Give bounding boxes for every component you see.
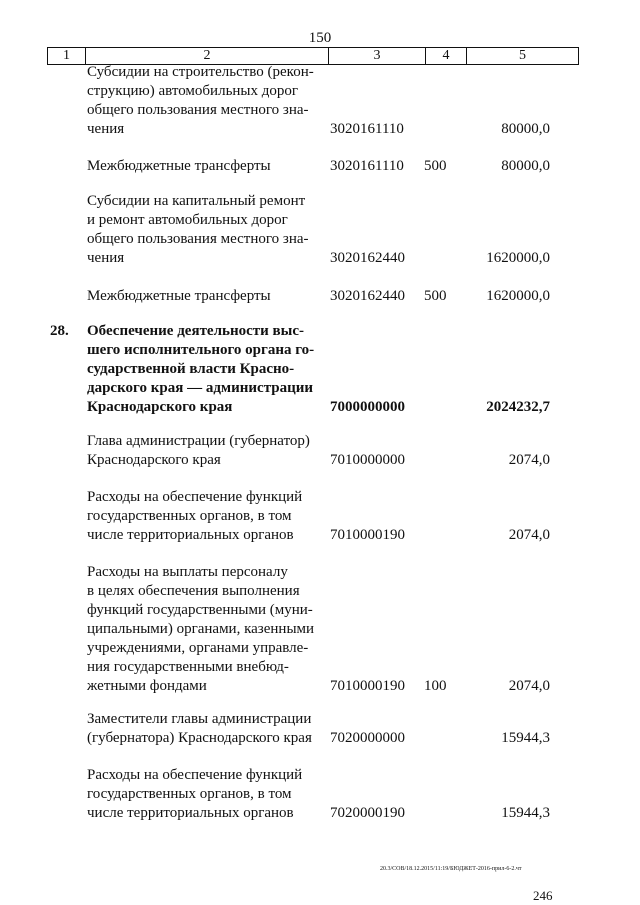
row-amount: 80000,0	[501, 158, 550, 174]
description-line: числе территориальных органов	[87, 805, 294, 821]
row-description	[87, 322, 317, 417]
row-description	[87, 192, 317, 268]
header-col-1: 1	[48, 48, 86, 64]
description-line: ния государственными внебюд-	[87, 659, 289, 675]
row-description	[87, 287, 317, 306]
row-code: 7010000190	[330, 678, 405, 694]
row-description	[87, 766, 317, 823]
row-description	[87, 157, 317, 176]
description-line: Субсидии на строительство (рекон-	[87, 64, 314, 80]
row-description	[87, 563, 317, 696]
row-amount: 2074,0	[508, 452, 550, 468]
row-code: 7020000190	[330, 805, 405, 821]
row-code: 7020000000	[330, 730, 405, 746]
row-amount: 2074,0	[508, 678, 550, 694]
row-amount: 15944,3	[501, 805, 550, 821]
row-number: 28.	[50, 323, 69, 339]
footer-code: 20.3/СОВ/18.12.2015/11:19/БЮДЖЕТ-2016-прил-6-2.чт	[380, 866, 522, 872]
description-line: государственных органов, в том	[87, 786, 292, 802]
description-line: и ремонт автомобильных дорог	[87, 212, 288, 228]
header-col-4: 4	[426, 48, 467, 64]
row-code: 3020161110	[330, 121, 404, 137]
description-line: Межбюджетные трансферты	[87, 288, 271, 304]
corner-number: 246	[533, 888, 553, 903]
description-line: Субсидии на капитальный ремонт	[87, 193, 306, 209]
description-line: Заместители главы администрации	[87, 711, 312, 727]
header-col-3: 3	[329, 48, 426, 64]
description-line: шего исполнительного органа го-	[87, 342, 315, 358]
description-line: государственных органов, в том	[87, 508, 292, 524]
description-line: Расходы на выплаты персоналу	[87, 564, 288, 580]
row-expense-type: 500	[424, 158, 447, 174]
header-col-2: 2	[86, 48, 329, 64]
description-line: Краснодарского края	[87, 452, 221, 468]
row-description	[87, 63, 317, 139]
description-line: чения	[87, 121, 125, 137]
description-line: Обеспечение деятельности выс-	[87, 323, 304, 339]
row-code: 3020161110	[330, 158, 404, 174]
description-line: функций государственными (муни-	[87, 602, 313, 618]
row-amount: 2024232,7	[486, 399, 550, 415]
row-description	[87, 432, 317, 470]
row-code: 3020162440	[330, 250, 405, 266]
description-line: в целях обеспечения выполнения	[87, 583, 300, 599]
description-line: общего пользования местного зна-	[87, 102, 309, 118]
description-line: ципальными) органами, казенными	[87, 621, 315, 637]
row-description	[87, 710, 317, 748]
description-line: струкцию) автомобильных дорог	[87, 83, 299, 99]
row-amount: 2074,0	[508, 527, 550, 543]
description-line: Расходы на обеспечение функций	[87, 489, 303, 505]
row-amount: 1620000,0	[486, 288, 550, 304]
row-amount: 15944,3	[501, 730, 550, 746]
description-line: учреждениями, органами управле-	[87, 640, 309, 656]
description-line: Краснодарского края	[87, 399, 233, 415]
description-line: дарского края — администрации	[87, 380, 314, 396]
row-code: 7000000000	[330, 399, 405, 415]
row-code: 3020162440	[330, 288, 405, 304]
description-line: Межбюджетные трансферты	[87, 158, 271, 174]
row-description	[87, 488, 317, 545]
description-line: жетными фондами	[87, 678, 207, 694]
description-line: (губернатора) Краснодарского края	[87, 730, 312, 746]
row-code: 7010000190	[330, 527, 405, 543]
description-line: общего пользования местного зна-	[87, 231, 309, 247]
description-line: чения	[87, 250, 125, 266]
description-line: Расходы на обеспечение функций	[87, 767, 303, 783]
row-amount: 1620000,0	[486, 250, 550, 266]
description-line: числе территориальных органов	[87, 527, 294, 543]
row-amount: 80000,0	[501, 121, 550, 137]
row-expense-type: 500	[424, 288, 447, 304]
header-col-5: 5	[519, 48, 526, 63]
page-number: 150	[308, 30, 332, 46]
row-expense-type: 100	[424, 678, 447, 694]
description-line: сударственной власти Красно-	[87, 361, 295, 377]
row-code: 7010000000	[330, 452, 405, 468]
description-line: Глава администрации (губернатор)	[87, 433, 310, 449]
